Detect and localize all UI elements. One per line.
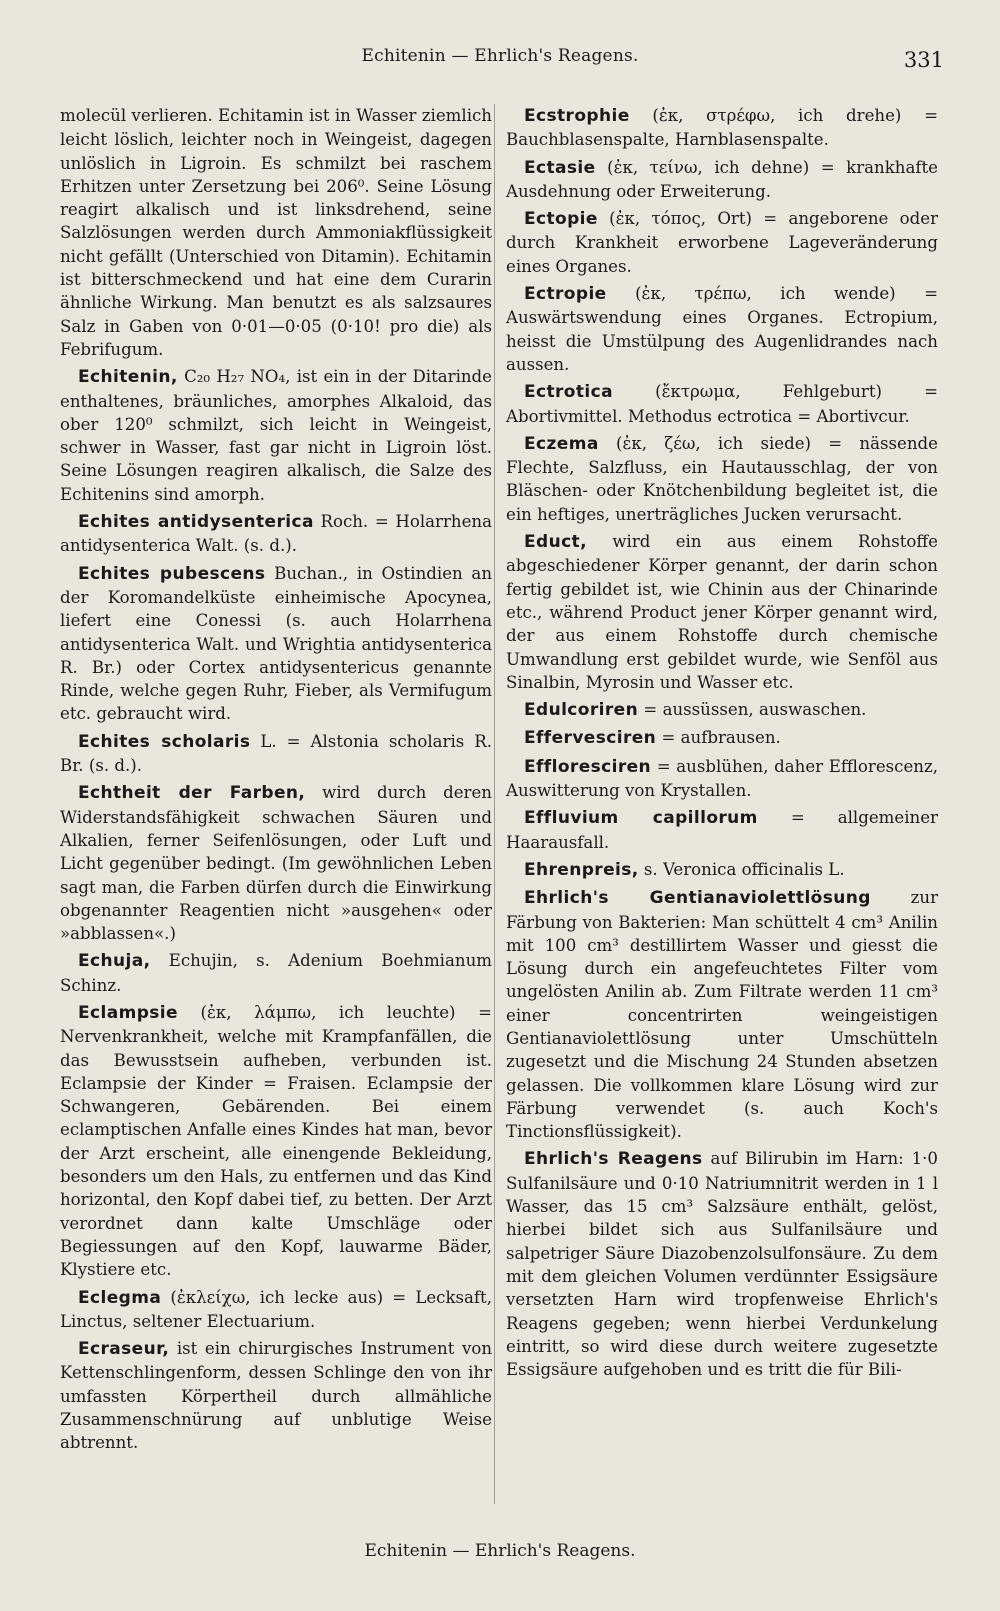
entry-headword: Echites scholaris xyxy=(78,731,251,752)
dictionary-entry xyxy=(60,730,492,778)
entry-text: = aufbrausen. xyxy=(661,728,781,748)
entry-headword: Ectrotica xyxy=(524,382,613,403)
entry-text: Roch. = Holarrhena antidysenterica Walt. (s. d.). xyxy=(60,512,492,556)
entry-text: (ἐκ, λάμπω, ich leuchte) = Nervenkrankheit, welche mit Krampfanfällen, die das Bewusstsein aufheben, verbunden ist. Eclampsie der Kinder = Fraisen. Eclampsie der Schwangeren, Gebärenden. Bei einem eclamptischen Anfalle eines Kindes hat man, bevor der Arzt erscheint, alle einengende Bekleidung, besonders um den Hals, zu entfernen und das Kind horizontal, den Kopf dabei tief, zu betten. Der Arzt verordnet dann kalte Umschläge oder Begiessungen auf den Kopf, lauwarme Bäder, Klystiere etc. xyxy=(60,1002,492,1280)
entry-headword: Ecraseur, xyxy=(78,1339,170,1360)
dictionary-entry xyxy=(506,530,938,694)
entry-headword: Edulcoriren xyxy=(524,700,639,721)
entry-headword: Echtheit der Farben, xyxy=(78,783,306,804)
dictionary-entry xyxy=(60,104,492,361)
entry-text: (ἐκ, τρέπω, ich wende) = Auswärtswendung eines Organes. Ectropium, heisst die Umstülpung des Augenlidrandes nach aussen. xyxy=(506,284,939,374)
dictionary-entry xyxy=(60,365,492,506)
dictionary-entry xyxy=(60,562,492,726)
dictionary-entry xyxy=(506,432,938,526)
entry-headword: Ectasie xyxy=(524,157,596,178)
dictionary-entry xyxy=(506,1147,938,1381)
entry-headword: Ehrenpreis, xyxy=(524,859,639,880)
dictionary-entry xyxy=(60,510,492,558)
running-head: Echitenin — Ehrlich's Reagens. xyxy=(361,46,639,66)
entry-headword: Ectopie xyxy=(524,209,598,230)
entry-text: (ἔκτρωμα, Fehlgeburt) = Abortivmittel. Methodus ectrotica = Abortivcur. xyxy=(506,382,938,426)
entry-text: (ἐκλείχω, ich lecke aus) = Lecksaft, Linctus, seltener Electuarium. xyxy=(60,1287,492,1331)
entry-text: (ἐκ, ζέω, ich siede) = nässende Flechte, Salzfluss, ein Hautausschlag, der von Bläschen- oder Knötchenbildung begleitet ist, die ein heftiges, unerträgliches Jucken verursacht. xyxy=(506,433,938,524)
entry-headword: Eclampsie xyxy=(78,1002,178,1023)
entry-text: = ausblühen, daher Efflorescenz, Auswitterung von Krystallen. xyxy=(506,756,938,801)
entry-headword: Eclegma xyxy=(78,1287,162,1308)
dictionary-entry xyxy=(60,949,492,997)
page-number: 331 xyxy=(903,48,944,72)
entry-text: zur Färbung von Bakterien: Man schüttelt 4 cm³ Anilin mit 100 cm³ destillirtem Wasser und giesst die Lösung durch ein angefeuchtetes Filter vom ungelösten Anilin ab. Zum Filtrate werden 11 cm³ einer concentrirten weingeistigen Gentianaviolettlösung unter Umschütteln zugesetzt und die Mischung 24 Stunden absetzen gelassen. Die vollkommen klare Lösung wird zur Färbung verwendet (s. auch Koch's Tinctionsflüssigkeit). xyxy=(506,888,939,1142)
entry-text: ist ein chirurgisches Instrument von Kettenschlingenform, dessen Schlinge den von ihr umfassten Körpertheil durch allmähliche Zusammenschnürung auf unblutige Weise abtrennt. xyxy=(60,1339,493,1453)
dictionary-entry xyxy=(60,1001,492,1282)
dictionary-entry xyxy=(506,886,938,1143)
entry-headword: Ehrlich's Gentianaviolettlösung xyxy=(524,888,871,909)
entry-text: wird durch deren Widerstandsfähigkeit schwachen Säuren und Alkalien, ferner Seifenlösungen, oder Luft und Licht gegenüber bedingt. (Im gewöhnlichen Leben sagt man, die Farben dürfen durch die Einwirkung obgenannter Reagentien nicht »ausgehen« oder »abblassen«.) xyxy=(60,783,492,944)
dictionary-entry xyxy=(60,1337,492,1454)
entry-text: (ἐκ, τείνω, ich dehne) = krankhafte Ausdehnung oder Erweiterung. xyxy=(506,157,938,201)
entry-text: s. Veronica officinalis L. xyxy=(643,859,845,879)
dictionary-entry xyxy=(60,1286,492,1334)
entry-headword: Effloresciren xyxy=(524,756,652,777)
column-divider xyxy=(494,104,495,1504)
entry-headword: Ecstrophie xyxy=(524,106,630,126)
entry-text: (ἐκ, στρέφω, ich drehe) = Bauchblasenspalte, Harnblasenspalte. xyxy=(506,106,938,150)
entry-text: auf Bilirubin im Harn: 1·0 Sulfanilsäure und 0·10 Natriumnitrit werden in 1 l Wasser, das 15 cm³ Salzsäure enthält, gelöst, hierbei bildet sich aus Sulfanilsäure und salpetriger Säure Diazobenzolsulfonsäure. Zu dem mit dem gleichen Volumen verdünnter Essigsäure versetzten Harn wird tropfenweise Ehrlich's Reagens gegeben; wenn hierbei Verdunkelung eintritt, so wird diese durch weitere zugesetzte Essigsäure aufgehoben und es tritt die für Bili- xyxy=(506,1149,938,1380)
entry-headword: Effervesciren xyxy=(524,728,657,749)
entry-headword: Ectropie xyxy=(524,284,607,305)
dictionary-entry xyxy=(506,282,938,376)
entry-text: molecül verlieren. Echitamin ist in Wasser ziemlich leicht löslich, leichter noch in Weingeist, dagegen unlöslich in Ligroin. Es schmilzt bei raschem Erhitzen unter Zersetzung bei 206⁰. Seine Lösung reagirt alkalisch und ist linksdrehend, seine Salzlösungen werden durch Ammoniakflüssigkeit nicht gefällt (Unterschied von Ditamin). Echitamin ist bitterschmeckend und hat eine dem Curarin ähnliche Wirkung. Man benutzt es als salzsaures Salz in Gaben von 0·01—0·05 (0·10! pro die) als Febrifugum. xyxy=(60,106,492,359)
entry-headword: Ehrlich's Reagens xyxy=(524,1149,703,1170)
dictionary-entry xyxy=(60,781,492,945)
dictionary-entry xyxy=(506,380,938,428)
entry-headword: Echites antidysenterica xyxy=(78,512,314,533)
dictionary-entry xyxy=(506,726,938,750)
entry-text: = aussüssen, auswaschen. xyxy=(643,700,867,720)
entry-headword: Eczema xyxy=(524,433,599,454)
dictionary-entry xyxy=(506,104,938,152)
entry-text: (ἐκ, τόπος, Ort) = angeborene oder durch Krankheit erworbene Lageveränderung eines Organes. xyxy=(506,209,938,276)
entry-text: Echujin, s. Adenium Boehmianum Schinz. xyxy=(60,951,492,995)
entry-text: C₂₀ H₂₇ NO₄, ist ein in der Ditarinde enthaltenes, bräunliches, amorphes Alkaloid, das ober 120⁰ schmilzt, sich leicht in Weingeist, schwer in Wasser, fast gar nicht in Ligroin löst. Seine Lösungen reagiren alkalisch, die Salze des Echitenins sind amorph. xyxy=(60,367,492,504)
entry-text: wird ein aus einem Rohstoffe abgeschiedener Körper genannt, der darin schon fertig gebildet ist, wie Chinin aus der Chinarinde etc., während Product jener Körper genannt wird, der aus einem Rohstoffe durch chemische Umwandlung erst gebildet wurde, wie Senföl aus Sinalbin, Myrosin und Wasser etc. xyxy=(506,532,938,692)
entry-text: = allgemeiner Haarausfall. xyxy=(506,808,938,852)
dictionary-entry xyxy=(506,698,938,722)
entry-text: L. = Alstonia scholaris R. Br. (s. d.). xyxy=(60,731,492,776)
entry-headword: Effluvium capillorum xyxy=(524,808,758,829)
dictionary-entry xyxy=(506,806,938,854)
page-header xyxy=(0,46,1000,76)
entry-headword: Echites pubescens xyxy=(78,563,266,584)
right-column xyxy=(506,104,938,1385)
dictionary-entry xyxy=(506,858,938,882)
page-footer: Echitenin — Ehrlich's Reagens. xyxy=(364,1541,636,1561)
dictionary-entry xyxy=(506,156,938,204)
entry-headword: Echitenin, xyxy=(78,367,178,388)
entry-headword: Educt, xyxy=(524,532,587,553)
dictionary-entry xyxy=(506,207,938,278)
entry-headword: Echuja, xyxy=(78,951,151,972)
left-column xyxy=(60,104,492,1459)
entry-text: Buchan., in Ostindien an der Koromandelküste einheimische Apocynea, liefert eine Conessi (s. auch Holarrhena antidysenterica Walt. und Wrightia antidysenterica R. Br.) oder Cortex antidysentericus genannte Rinde, welche gegen Ruhr, Fieber, als Vermifugum etc. gebraucht wird. xyxy=(60,563,493,724)
dictionary-entry xyxy=(506,755,938,803)
